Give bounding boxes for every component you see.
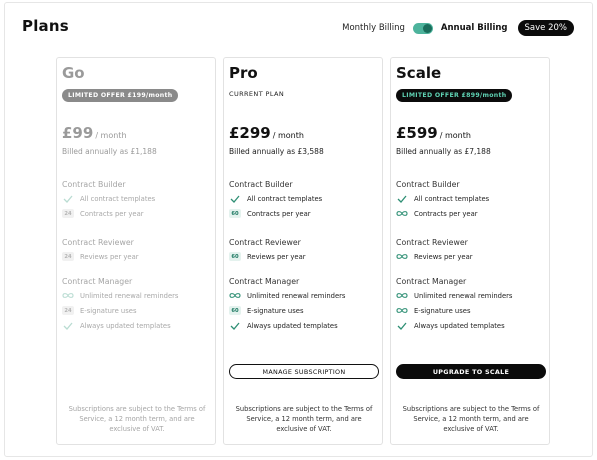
infinity-icon	[396, 252, 408, 261]
section-contract-builder: Contract Builder	[62, 180, 126, 189]
limited-offer-badge: LIMITED OFFER £899/month	[396, 89, 512, 102]
feature-item	[396, 252, 473, 261]
feature-text: Always updated templates	[414, 321, 505, 330]
price-row	[229, 124, 304, 142]
section-contract-manager: Contract Manager	[62, 277, 133, 286]
feature-text: Contracts per year	[247, 209, 311, 218]
count-badge: 60	[229, 209, 241, 218]
feature-text: Reviews per year	[247, 252, 306, 261]
price-period: / month	[439, 131, 471, 140]
infinity-icon	[62, 291, 74, 300]
section-contract-builder: Contract Builder	[229, 180, 293, 189]
feature-item	[62, 321, 171, 330]
terms-text: Subscriptions are subject to the Terms of Service, a 12 month term, and are exclusive of VAT.	[68, 405, 206, 433]
plan-price: £99	[62, 124, 94, 142]
price-period: / month	[95, 131, 127, 140]
infinity-icon	[396, 209, 408, 218]
feature-text: E-signature uses	[247, 306, 304, 315]
check-icon	[229, 194, 241, 203]
upgrade-to-scale-button[interactable]: UPGRADE TO SCALE	[396, 364, 546, 379]
annual-billing-label[interactable]: Annual Billing	[440, 23, 508, 33]
terms-text: Subscriptions are subject to the Terms of Service, a 12 month term, and are exclusive of VAT.	[402, 405, 540, 433]
feature-item	[62, 306, 137, 315]
billed-annually-text: Billed annually as £1,188	[62, 147, 157, 156]
infinity-icon	[396, 291, 408, 300]
count-badge: 60	[229, 306, 241, 315]
plan-price: £599	[396, 124, 438, 142]
check-icon	[62, 321, 74, 330]
section-contract-manager: Contract Manager	[229, 277, 300, 286]
plan-name: Go	[62, 64, 85, 82]
feature-text: Always updated templates	[80, 321, 171, 330]
section-contract-builder: Contract Builder	[396, 180, 460, 189]
current-plan-label: CURRENT PLAN	[229, 90, 285, 98]
check-icon	[396, 194, 408, 203]
feature-item	[62, 209, 144, 218]
feature-text: All contract templates	[80, 194, 156, 203]
infinity-icon	[229, 291, 241, 300]
check-icon	[229, 321, 241, 330]
feature-item	[229, 321, 338, 330]
plan-card-scale	[390, 57, 550, 445]
plan-name: Scale	[396, 64, 442, 82]
feature-text: Reviews per year	[80, 252, 139, 261]
plan-card-go	[56, 57, 216, 445]
limited-offer-badge: LIMITED OFFER £199/month	[62, 89, 178, 102]
feature-text: Unlimited renewal reminders	[247, 291, 346, 300]
feature-text: Contracts per year	[414, 209, 478, 218]
toggle-knob	[423, 24, 432, 33]
feature-text: Unlimited renewal reminders	[414, 291, 513, 300]
feature-item	[396, 321, 505, 330]
feature-text: Always updated templates	[247, 321, 338, 330]
save-badge: Save 20%	[518, 20, 574, 36]
count-badge: 24	[62, 209, 74, 218]
feature-item	[396, 306, 471, 315]
feature-item	[396, 291, 512, 300]
manage-subscription-button[interactable]: MANAGE SUBSCRIPTION	[229, 364, 379, 379]
feature-item	[396, 194, 489, 203]
feature-item	[229, 306, 304, 315]
feature-item	[229, 194, 322, 203]
feature-text: E-signature uses	[80, 306, 137, 315]
feature-item	[229, 291, 345, 300]
page-title: Plans	[22, 17, 69, 35]
price-row	[396, 124, 471, 142]
plan-price: £299	[229, 124, 271, 142]
feature-text: Reviews per year	[414, 252, 473, 261]
feature-item	[62, 291, 178, 300]
billing-toggle-group	[342, 20, 574, 36]
feature-item	[62, 252, 139, 261]
section-contract-manager: Contract Manager	[396, 277, 467, 286]
feature-text: Unlimited renewal reminders	[80, 291, 179, 300]
section-contract-reviewer: Contract Reviewer	[62, 238, 134, 247]
feature-item	[229, 209, 311, 218]
billing-toggle-switch[interactable]	[413, 23, 433, 34]
plans-panel	[4, 2, 593, 457]
price-period: / month	[272, 131, 304, 140]
check-icon	[396, 321, 408, 330]
count-badge: 60	[229, 252, 241, 261]
count-badge: 24	[62, 252, 74, 261]
count-badge: 24	[62, 306, 74, 315]
feature-text: All contract templates	[414, 194, 490, 203]
terms-text: Subscriptions are subject to the Terms of Service, a 12 month term, and are exclusive of VAT.	[235, 405, 373, 433]
monthly-billing-label[interactable]: Monthly Billing	[342, 23, 405, 33]
feature-text: Contracts per year	[80, 209, 144, 218]
billed-annually-text: Billed annually as £7,188	[396, 147, 491, 156]
section-contract-reviewer: Contract Reviewer	[396, 238, 468, 247]
price-row	[62, 124, 127, 142]
check-icon	[62, 194, 74, 203]
feature-text: E-signature uses	[414, 306, 471, 315]
feature-item	[396, 209, 478, 218]
section-contract-reviewer: Contract Reviewer	[229, 238, 301, 247]
billed-annually-text: Billed annually as £3,588	[229, 147, 324, 156]
plan-name: Pro	[229, 64, 258, 82]
feature-item	[62, 194, 155, 203]
infinity-icon	[396, 306, 408, 315]
feature-text: All contract templates	[247, 194, 323, 203]
plan-card-pro	[223, 57, 383, 445]
feature-item	[229, 252, 306, 261]
